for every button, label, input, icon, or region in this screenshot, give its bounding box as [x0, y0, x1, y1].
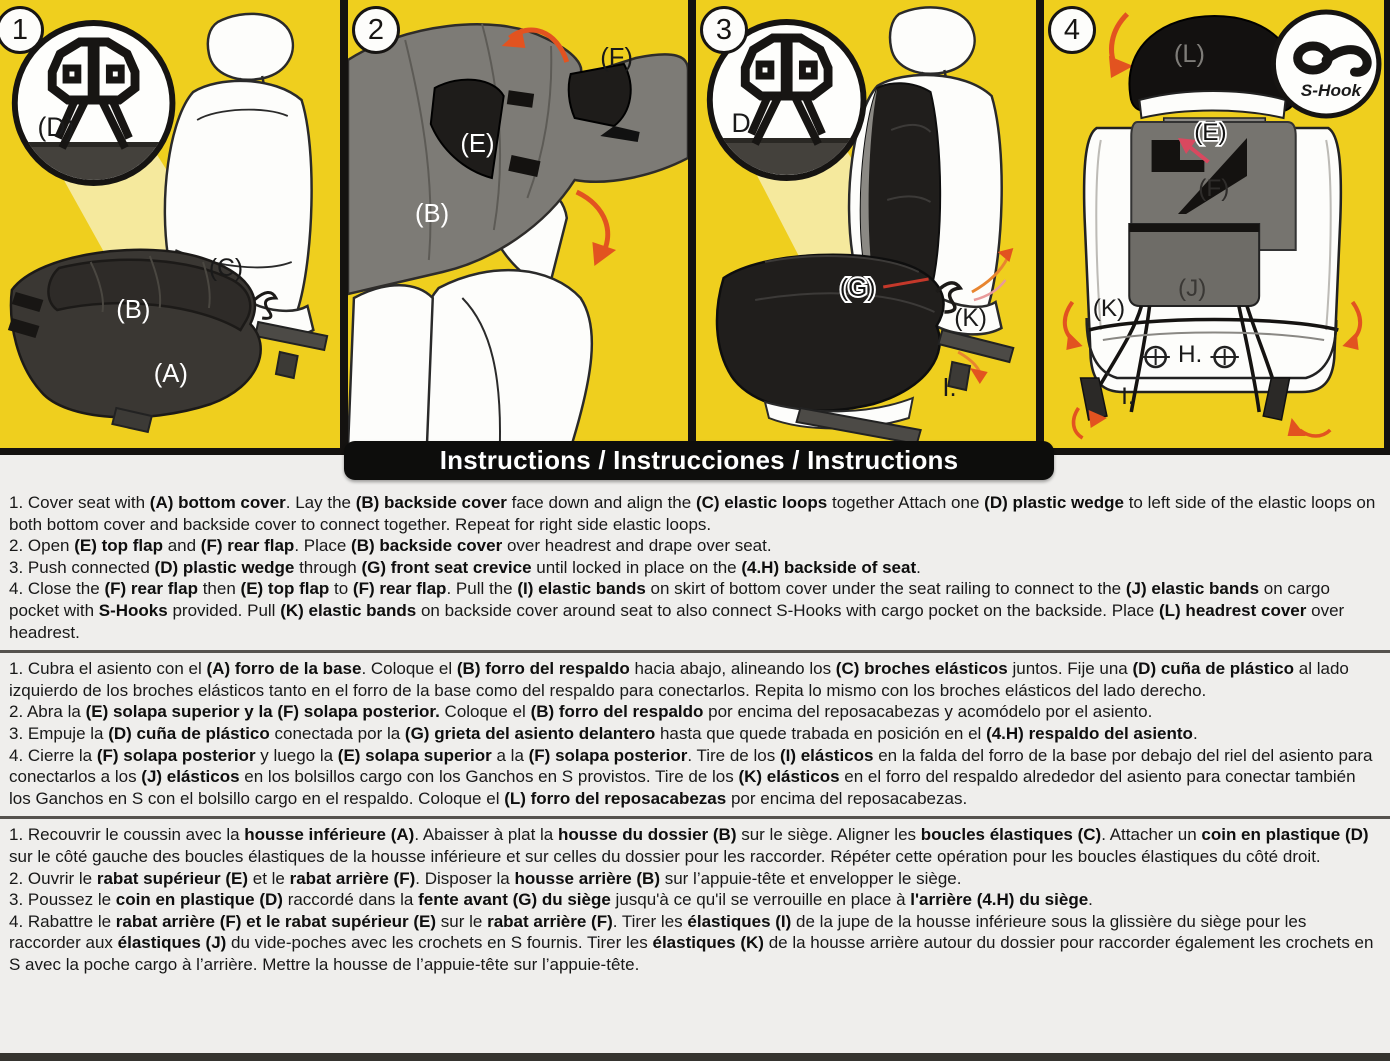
- english-instructions: [0, 455, 1390, 650]
- step-3-number: 3: [700, 6, 748, 54]
- instructions-banner: [344, 441, 1054, 480]
- french-step-2: 2. Ouvrir le rabat supérieur (E) et le rabat arrière (F). Disposer la housse arrière (B) sur l’appuie-tête et envelopper le siège.: [9, 868, 962, 888]
- label-K: (K): [1092, 295, 1126, 322]
- panel-step-4: [1044, 0, 1384, 448]
- step-1-illustration: [0, 0, 340, 448]
- label-A: (A): [153, 359, 188, 389]
- label-B: (B): [415, 199, 450, 229]
- cushion-cover-illustration: [717, 255, 944, 411]
- label-G: (G): [839, 274, 876, 303]
- s-hook-label: S-Hook: [1300, 81, 1362, 100]
- step-2-illustration: [348, 0, 688, 448]
- spanish-step-2: 2. Abra la (E) solapa superior y la (F) solapa posterior. Coloque el (B) forro del respaldo por encima del reposacabezas y acomódelo por el asiento.: [9, 702, 1153, 722]
- english-step-4: 4. Close the (F) rear flap then (E) top flap to (F) rear flap. Pull the (I) elastic bands on skirt of bottom cover under the seat railing to connect to the (J) elastic bands on cargo pocket with S-Hooks provided. Pull (K) elastic bands on backside cover around seat to also connect S-Hooks with cargo pocket on the backside. Place (L) headrest cover over headrest.: [9, 579, 1345, 642]
- step-4-number: 4: [1048, 6, 1096, 54]
- step-4-illustration: [1044, 0, 1384, 448]
- french-step-1: 1. Recouvrir le coussin avec la housse inférieure (A). Abaisser à plat la housse du dossier (B) sur le siège. Aligner les boucles élastiques (C). Attacher un coin en plastique (D) sur le côté gauche des boucles élastiques de la housse inférieure et sur celles du dossier pour les raccorder. Répéter cette opération pour les boucles élastiques du côté droit.: [9, 825, 1369, 866]
- motion-arrows: [1109, 14, 1133, 78]
- french-step-3: 3. Poussez le coin en plastique (D) raccordé dans la fente avant (G) du siège jusqu'à ce qu'il se verrouille en place à l'arrière (4.H) du siège.: [9, 890, 1093, 910]
- label-F: (F): [1198, 175, 1230, 202]
- label-F: (F): [600, 43, 634, 73]
- label-D: D.: [731, 107, 759, 139]
- label-I: I.: [1121, 383, 1135, 410]
- english-step-1: 1. Cover seat with (A) bottom cover. Lay the (B) backside cover face down and align the (C) elastic loops together Attach one (D) plastic wedge to left side of the elastic loops on both bottom cover and backside cover to connect together. Repeat for right side elastic loops.: [9, 493, 1376, 534]
- label-C: (C): [208, 254, 244, 283]
- panel-step-1: [0, 0, 340, 448]
- english-step-2: 2. Open (E) top flap and (F) rear flap. Place (B) backside cover over headrest and drape over seat.: [9, 536, 772, 556]
- french-instructions: [0, 816, 1390, 982]
- label-E: (E): [460, 129, 495, 159]
- label-I: I.: [942, 373, 957, 403]
- illustration-strip: [0, 0, 1390, 455]
- panel-divider: [688, 0, 696, 448]
- french-step-4: 4. Rabattre le rabat arrière (F) et le rabat supérieur (E) sur le rabat arrière (F). Tirer les élastiques (I) de la jupe de la housse inférieure sous la glissière du siège pour les raccorder aux élastiques (J) du vide-poches avec les crochets en S fournis. Tirer les élastiques (K) de la housse arrière autour du dossier pour raccorder également les crochets en S avec la poche cargo à l’arrière. Mettre la housse de l’appuie-tête sur l’appuie-tête.: [9, 911, 1374, 974]
- step-3-illustration: [696, 0, 1036, 448]
- panel-divider: [340, 0, 348, 448]
- label-E: (E): [1194, 119, 1227, 146]
- step-1-number: 1: [0, 6, 44, 54]
- instructions-text: [0, 455, 1390, 982]
- panel-step-3: [696, 0, 1036, 448]
- step-2-number: 2: [352, 6, 400, 54]
- label-D: (D): [37, 111, 75, 143]
- spanish-step-4: 4. Cierre la (F) solapa posterior y luego la (E) solapa superior a la (F) solapa posterior. Tire de los (I) elásticos en la falda del forro de la base por debajo del riel del asiento para conectarlos a los (J) elásticos en los bolsillos cargo con los Ganchos en S provistos. Tire de los (K) elásticos en el forro del respaldo alrededor del asiento para conectar también los Ganchos en S con el bolsillo cargo en el respaldo. Coloque el (L) forro del reposacabezas por encima del reposacabezas.: [9, 745, 1373, 808]
- panel-step-2: [348, 0, 688, 448]
- english-step-3: 3. Push connected (D) plastic wedge through (G) front seat crevice until locked in place on the (4.H) backside of seat.: [9, 557, 921, 577]
- spanish-step-3: 3. Empuje la (D) cuña de plástico conectada por la (G) grieta del asiento delantero hasta que quede trabada en posición en el (4.H) respaldo del asiento.: [9, 723, 1198, 743]
- label-H: H.: [1177, 341, 1203, 368]
- spanish-step-1: 1. Cubra el asiento con el (A) forro de la base. Coloque el (B) forro del respaldo hacia abajo, alineando los (C) broches elásticos juntos. Fije una (D) cuña de plástico al lado izquierdo de los broches elásticos tanto en el forro de la base como del respaldo para conectarlos. Repita lo mismo con los broches elásticos del lado derecho.: [9, 659, 1349, 700]
- panel-divider: [1036, 0, 1044, 448]
- label-L: (L): [1173, 40, 1205, 68]
- rear-flap-illustration: [569, 64, 631, 126]
- label-B: (B): [116, 295, 151, 325]
- instructions-banner-title: Instructions / Instrucciones / Instructions: [439, 445, 959, 475]
- label-K: (K): [954, 304, 988, 333]
- label-J: (J): [1177, 275, 1207, 302]
- sheet-bottom-edge: [0, 1053, 1390, 1061]
- spanish-instructions: [0, 650, 1390, 816]
